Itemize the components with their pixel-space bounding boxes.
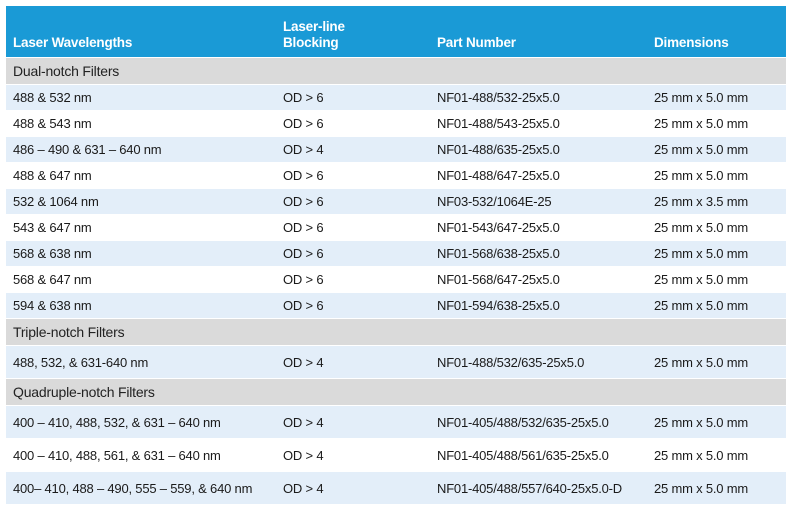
cell-blocking: OD > 4 <box>276 137 430 163</box>
section-row-dual-notch <box>6 58 786 85</box>
cell-blocking: OD > 6 <box>276 293 430 319</box>
cell-dimensions: 25 mm x 5.0 mm <box>647 472 786 505</box>
cell-dimensions: 25 mm x 5.0 mm <box>647 241 786 267</box>
cell-part-number: NF01-488/532-25x5.0 <box>430 85 647 111</box>
table-row <box>6 439 786 472</box>
header-blocking-line1: Laser-line <box>283 19 345 34</box>
header-laser-wavelengths: Laser Wavelengths <box>6 6 276 58</box>
section-title: Quadruple-notch Filters <box>6 379 786 406</box>
cell-dimensions: 25 mm x 5.0 mm <box>647 215 786 241</box>
filter-table-container <box>6 6 786 504</box>
cell-wavelengths: 400 – 410, 488, 532, & 631 – 640 nm <box>6 406 276 439</box>
cell-part-number: NF01-405/488/557/640-25x5.0-D <box>430 472 647 505</box>
cell-wavelengths: 488, 532, & 631-640 nm <box>6 346 276 379</box>
cell-blocking: OD > 6 <box>276 85 430 111</box>
cell-blocking: OD > 4 <box>276 472 430 505</box>
table-row <box>6 267 786 293</box>
table-row <box>6 406 786 439</box>
section-title: Dual-notch Filters <box>6 58 786 85</box>
cell-wavelengths: 594 & 638 nm <box>6 293 276 319</box>
cell-part-number: NF03-532/1064E-25 <box>430 189 647 215</box>
cell-dimensions: 25 mm x 5.0 mm <box>647 163 786 189</box>
cell-wavelengths: 486 – 490 & 631 – 640 nm <box>6 137 276 163</box>
table-row <box>6 472 786 505</box>
cell-wavelengths: 488 & 532 nm <box>6 85 276 111</box>
cell-part-number: NF01-568/647-25x5.0 <box>430 267 647 293</box>
cell-wavelengths: 400 – 410, 488, 561, & 631 – 640 nm <box>6 439 276 472</box>
cell-dimensions: 25 mm x 5.0 mm <box>647 111 786 137</box>
cell-wavelengths: 568 & 647 nm <box>6 267 276 293</box>
cell-blocking: OD > 6 <box>276 241 430 267</box>
table-row <box>6 137 786 163</box>
section-title: Triple-notch Filters <box>6 319 786 346</box>
cell-part-number: NF01-488/647-25x5.0 <box>430 163 647 189</box>
table-row <box>6 163 786 189</box>
cell-blocking: OD > 6 <box>276 111 430 137</box>
table-row <box>6 111 786 137</box>
table-row <box>6 241 786 267</box>
cell-dimensions: 25 mm x 5.0 mm <box>647 267 786 293</box>
table-row <box>6 189 786 215</box>
cell-part-number: NF01-488/543-25x5.0 <box>430 111 647 137</box>
cell-blocking: OD > 6 <box>276 163 430 189</box>
cell-part-number: NF01-543/647-25x5.0 <box>430 215 647 241</box>
header-laser-line-blocking <box>276 6 430 58</box>
cell-wavelengths: 532 & 1064 nm <box>6 189 276 215</box>
cell-wavelengths: 400– 410, 488 – 490, 555 – 559, & 640 nm <box>6 472 276 505</box>
header-part-number: Part Number <box>430 6 647 58</box>
cell-wavelengths: 488 & 543 nm <box>6 111 276 137</box>
cell-part-number: NF01-488/635-25x5.0 <box>430 137 647 163</box>
table-row <box>6 85 786 111</box>
cell-part-number: NF01-594/638-25x5.0 <box>430 293 647 319</box>
header-blocking-line2: Blocking <box>283 35 339 50</box>
cell-part-number: NF01-488/532/635-25x5.0 <box>430 346 647 379</box>
cell-dimensions: 25 mm x 5.0 mm <box>647 439 786 472</box>
cell-part-number: NF01-405/488/532/635-25x5.0 <box>430 406 647 439</box>
table-header-row <box>6 6 786 58</box>
cell-dimensions: 25 mm x 3.5 mm <box>647 189 786 215</box>
cell-blocking: OD > 4 <box>276 406 430 439</box>
cell-dimensions: 25 mm x 5.0 mm <box>647 293 786 319</box>
cell-dimensions: 25 mm x 5.0 mm <box>647 85 786 111</box>
cell-blocking: OD > 6 <box>276 215 430 241</box>
header-dimensions: Dimensions <box>647 6 786 58</box>
cell-wavelengths: 488 & 647 nm <box>6 163 276 189</box>
section-row-triple-notch <box>6 319 786 346</box>
cell-wavelengths: 568 & 638 nm <box>6 241 276 267</box>
cell-dimensions: 25 mm x 5.0 mm <box>647 137 786 163</box>
table-row <box>6 346 786 379</box>
cell-part-number: NF01-405/488/561/635-25x5.0 <box>430 439 647 472</box>
table-row <box>6 215 786 241</box>
cell-blocking: OD > 4 <box>276 439 430 472</box>
cell-wavelengths: 543 & 647 nm <box>6 215 276 241</box>
section-row-quadruple-notch <box>6 379 786 406</box>
cell-blocking: OD > 6 <box>276 189 430 215</box>
cell-blocking: OD > 4 <box>276 346 430 379</box>
cell-part-number: NF01-568/638-25x5.0 <box>430 241 647 267</box>
cell-dimensions: 25 mm x 5.0 mm <box>647 406 786 439</box>
table-row <box>6 293 786 319</box>
cell-dimensions: 25 mm x 5.0 mm <box>647 346 786 379</box>
cell-blocking: OD > 6 <box>276 267 430 293</box>
notch-filter-table <box>6 6 786 504</box>
